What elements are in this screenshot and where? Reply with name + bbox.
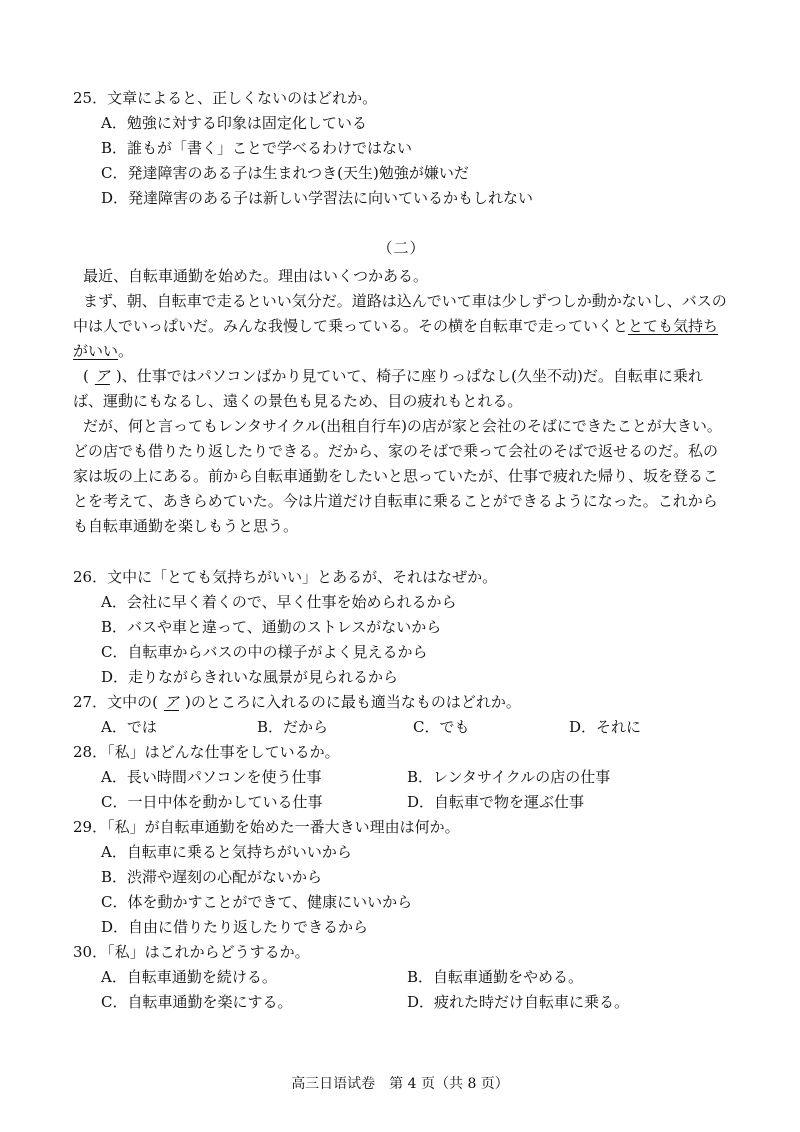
passage-paragraph-2 — [73, 289, 730, 364]
option-d: D．自転車で物を運ぶ仕事 — [407, 793, 585, 811]
stem-text: )のところに入れるのに最も適当なものはどれか。 — [184, 693, 521, 711]
question-stem: 28．「私」はどんな仕事をしているか。 — [73, 743, 340, 761]
passage-text: まず、朝、自転車で走るといい気分だ。道路は込んでいて車は少しずつしか動かないし、バスの中は人でいっぱいだ。みんな我慢して乗っている。その横を自転車で走っていくと — [73, 292, 727, 335]
passage-paragraph-1: 最近、自転車通勤を始めた。理由はいくつかある。 — [83, 267, 429, 285]
section-title: （二） — [377, 239, 426, 257]
option-b: B．誰もが「書く」ことで学べるわけではない — [101, 139, 413, 157]
option-b: B．バスや車と違って、通勤のストレスがないから — [101, 618, 442, 636]
passage-text: 。 — [118, 342, 134, 360]
question-25 — [73, 86, 730, 211]
option-b: B．だから — [257, 718, 329, 736]
question-stem: 26．文中に「とても気持ちがいい」とあるが、それはなぜか。 — [73, 568, 498, 586]
option-a: A．自転車通勤を続ける。 — [101, 968, 277, 986]
option-b: B．自転車通勤をやめる。 — [407, 968, 584, 986]
option-c: C．自転車からバスの中の様子がよく見えるから — [101, 643, 428, 661]
option-b: B．レンタサイクルの店の仕事 — [407, 768, 611, 786]
option-c: C．一日中体を動かしている仕事 — [101, 793, 323, 811]
passage-text: 、仕事ではパソコンばかり見ていて、椅子に座りっぱなし(久坐不动)だ。自転車に乗れば、運動にもなるし、遠くの景色も見るため、目の疲れもとれる。 — [73, 367, 703, 410]
option-a: A．では — [101, 718, 157, 736]
option-d: D．走りながらきれいな風景が見られるから — [101, 668, 399, 686]
question-27 — [73, 690, 730, 740]
option-a: A．会社に早く着くので、早く仕事を始められるから — [101, 593, 457, 611]
option-d: D．発達障害のある子は新しい学習法に向いているかもしれない — [101, 189, 534, 207]
option-a: A．長い時間パソコンを使う仕事 — [101, 768, 322, 786]
blank-a: ア — [94, 367, 110, 385]
options-row — [73, 790, 730, 815]
option-c: C．発達障害のある子は生まれつき(天生)勉強が嫌いだ — [101, 164, 469, 182]
options-row — [73, 715, 730, 740]
page-footer: 高三日语试卷 第 4 页（共 8 页） — [291, 1076, 509, 1092]
option-c: C．体を動かすことができて、健康にいいから — [101, 893, 413, 911]
option-c: C．でも — [413, 718, 470, 736]
option-c: C．自転車通勤を楽にする。 — [101, 993, 293, 1011]
options-row — [73, 765, 730, 790]
question-stem: 29．「私」が自転車通勤を始めた一番大きい理由は何か。 — [73, 818, 460, 836]
reading-passage — [73, 264, 730, 539]
option-d: D．疲れた時だけ自転車に乗る。 — [407, 993, 630, 1011]
blank-a: ア — [163, 693, 179, 711]
option-a: A．自転車に乗ると気持ちがいいから — [101, 843, 352, 861]
question-stem: 30．「私」はこれからどうするか。 — [73, 943, 310, 961]
question-30 — [73, 940, 730, 1015]
question-26 — [73, 565, 730, 690]
stem-text: 27．文中の( — [73, 693, 158, 711]
option-b: B．渋滞や遅刻の心配がないから — [101, 868, 323, 886]
passage-paragraph-4: だが、何と言ってもレンタサイクル(出租自行车)の店が家と会社のそばにできたことが大きい。どの店でも借りたり返したりできる。だから、家のそばで乗って会社のそばで返せるのだ。私の家は坂の上にある。前から自転車通勤をしたいと思っていたが、仕事で疲れた帰り、坂を登ることを考えて、あきらめていた。今は片道だけ自転車に乗ることができるようになった。これからも自転車通勤を楽しもうと思う。 — [73, 417, 722, 535]
options-row — [73, 965, 730, 990]
option-a: A．勉強に対する印象は固定化している — [101, 114, 367, 132]
question-stem: 25．文章によると、正しくないのはどれか。 — [73, 89, 378, 107]
option-d: D．自由に借りたり返したりできるから — [101, 918, 369, 936]
question-stem — [73, 690, 730, 715]
passage-paragraph-3: ( ア )、仕事ではパソコンばかり見ていて、椅子に座りっぱなし(久坐不动)だ。自転車に乗れば、運動にもなるし、遠くの景色も見るため、目の疲れもとれる。 — [73, 367, 703, 410]
option-d: D．それに — [569, 718, 642, 736]
question-28 — [73, 740, 730, 815]
options-row — [73, 990, 730, 1015]
question-29 — [73, 815, 730, 940]
underlined-phrase: とても気持ちがいい — [73, 317, 719, 360]
